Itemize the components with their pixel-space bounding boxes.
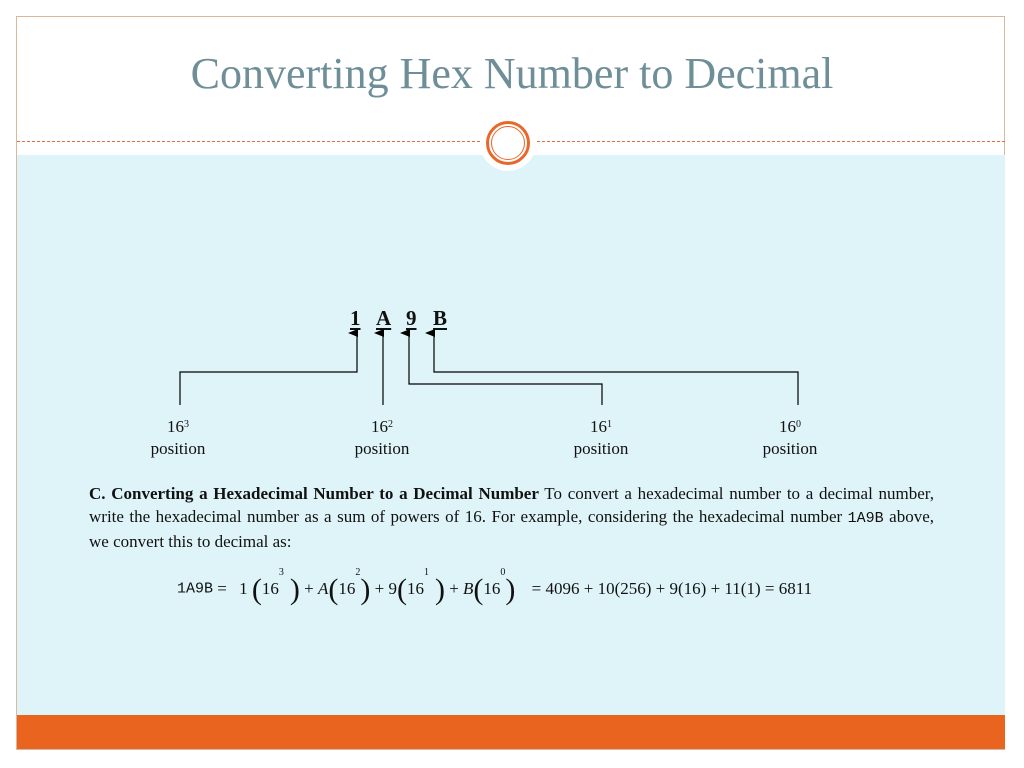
position-label-16-1: $16^1$ position xyxy=(573,417,629,458)
equation-equals: = xyxy=(217,579,227,598)
hex-digit-a: A xyxy=(376,306,392,330)
position-label-16-2: $16^2$ position xyxy=(354,417,410,458)
equation-coef-a: A xyxy=(317,579,329,598)
paragraph-heading: C. Converting a Hexadecimal Number to a Decimal Number xyxy=(89,484,539,503)
slide-title: Converting Hex Number to Decimal xyxy=(190,49,834,98)
arrow-16-0-to-b xyxy=(434,333,798,405)
position-label-16-3: $16^3$ position xyxy=(150,417,206,458)
arrow-16-1-to-9 xyxy=(409,333,602,405)
explanation-paragraph xyxy=(89,482,934,553)
footer-accent-bar xyxy=(17,715,1005,749)
equation-term-4: $16^0$ xyxy=(483,566,506,599)
hex-digit-9: 9 xyxy=(406,306,417,330)
paragraph-text-1: To convert a hexadecimal number to a decimal number, write the hexadecimal number as a sum of powers of 16. For example, considering the hexadecimal number xyxy=(89,484,934,526)
equation-term-2: $16^2$ xyxy=(338,566,361,599)
equation-lhs: 1A9B xyxy=(177,580,214,598)
hex-digit-b: B xyxy=(433,306,448,330)
equation-coef-1: 1 xyxy=(239,579,248,598)
equation-coef-b: B xyxy=(463,579,474,598)
arrow-16-3-to-1 xyxy=(180,333,357,405)
equation-term-3: $16^1$ xyxy=(406,566,429,599)
paragraph-code: 1A9B xyxy=(847,510,884,527)
conversion-equation: 1A9B = 1 $(16^3) + A(16^2) + 9(16^1) + B(16^0) = 4096 + 10(256) + 9(16) + 11(1) = 6811$ xyxy=(177,566,813,606)
paragraph-text-2: above, we convert this to decimal as: xyxy=(89,507,934,551)
hex-digit-1: 1 xyxy=(350,306,361,330)
equation-result: = 4096 + 10(256) + 9(16) + 11(1) = 6811 xyxy=(531,579,813,598)
equation-term-1: $16^3$ xyxy=(261,566,284,599)
equation-coef-9: 9 xyxy=(388,579,397,598)
position-label-16-0: $16^0$ position xyxy=(762,417,818,458)
